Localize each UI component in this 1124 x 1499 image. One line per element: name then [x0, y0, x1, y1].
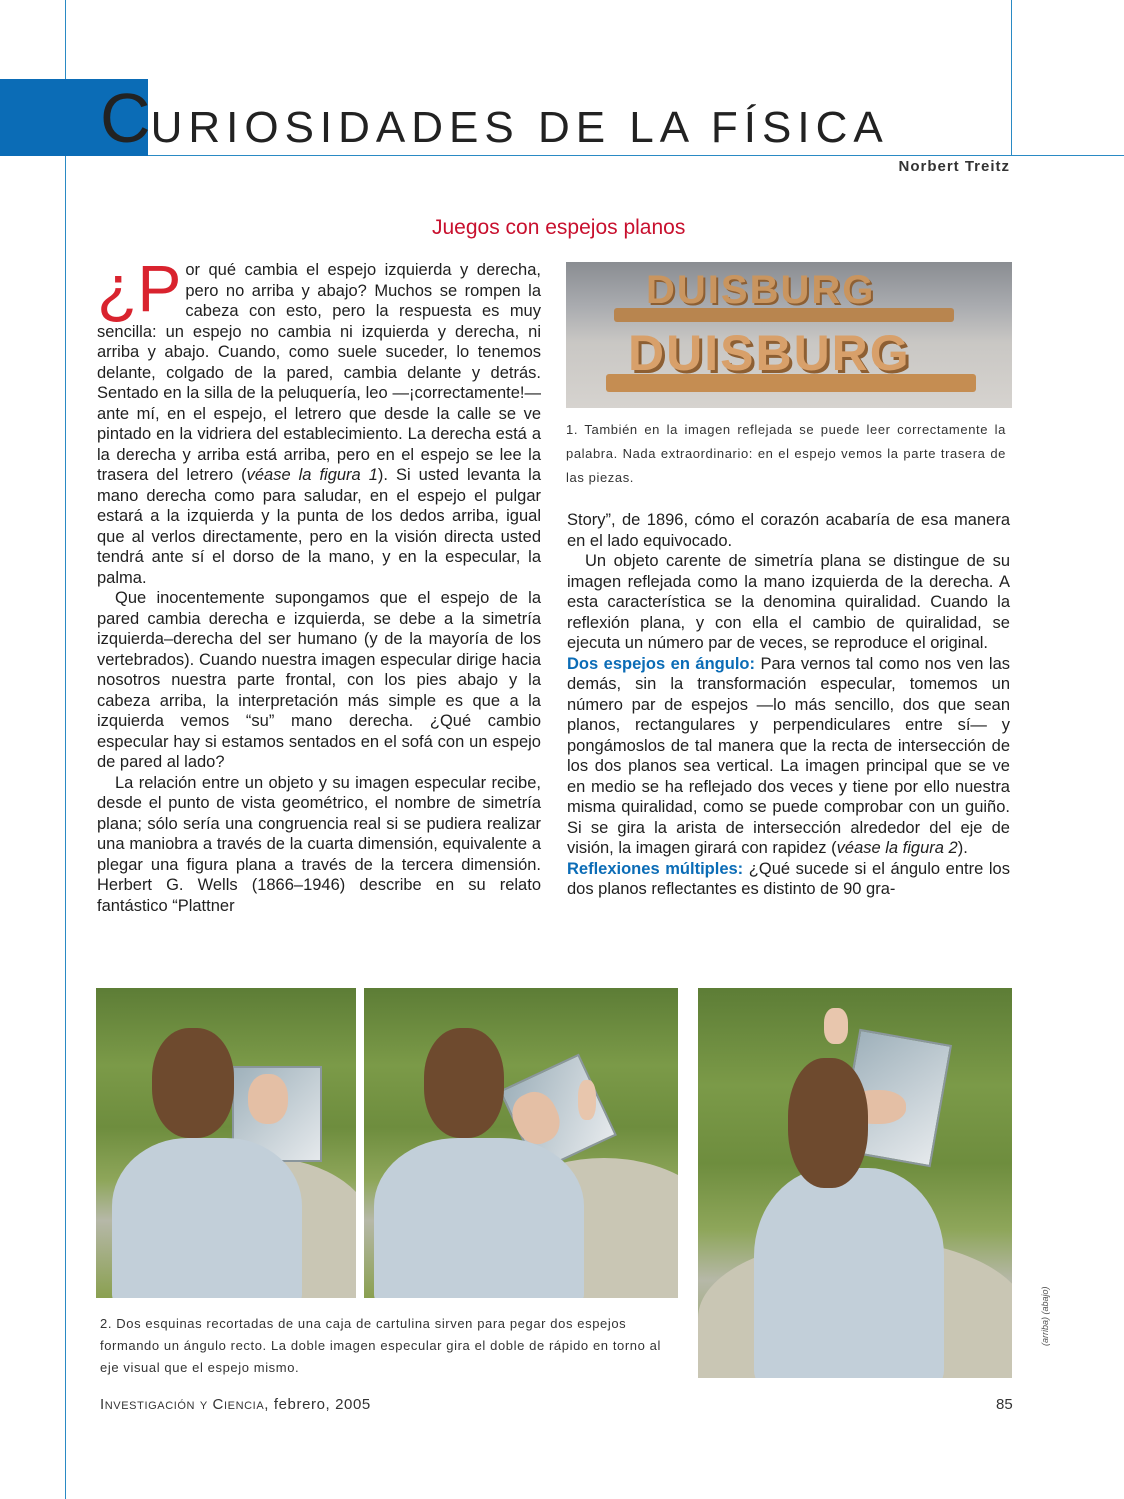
- paragraph-6: [567, 654, 1010, 859]
- photo-credit-text: [1040, 1156, 1050, 1346]
- text-column-1: [97, 251, 542, 916]
- photo-credit: [1030, 1166, 1050, 1346]
- issue-date: , febrero, 2005: [264, 1396, 371, 1413]
- hand: [578, 1080, 596, 1120]
- paragraph-3: La relación entre un objeto y su imagen especular recibe, desde el punto de vista geométrico, el nombre de simetría plana; sólo sería una congruencia real si se pudiera realizar una maniobra a través de la cuarta dimensión, equivalente a plegar una figura plana a través de la tercera dimensión. Herbert G. Wells (1866–1946) describe en su relato fantástico “Plattner: [97, 773, 541, 915]
- credit-top-note: (arriba): [1040, 1316, 1050, 1346]
- sign-bottom-letters: DUISBURG: [628, 325, 911, 381]
- paragraph-1: [97, 251, 542, 588]
- drop-cap: ¿P: [97, 251, 182, 325]
- paragraph-7: [567, 859, 1010, 900]
- figure-2-photo-2: [364, 988, 678, 1298]
- right-margin-rule: [1011, 0, 1012, 155]
- credit-bottom-note: (abajo): [1040, 1286, 1050, 1315]
- hair: [788, 1058, 868, 1188]
- figure-2-photo-3: [698, 988, 1012, 1378]
- credit-second: [1030, 1326, 1124, 1336]
- sign-top-letters: DUISBURG: [646, 268, 876, 312]
- figure-2-photo-1: [96, 988, 356, 1298]
- journal-name: Investigación y Ciencia: [100, 1396, 265, 1413]
- hair: [424, 1028, 504, 1138]
- subhead-multiple-reflections: Reflexiones múltiples:: [567, 859, 744, 878]
- sweater: [112, 1138, 302, 1298]
- author-name: Norbert Treitz: [898, 158, 1010, 175]
- reflected-face: [248, 1074, 288, 1124]
- page-number: 85: [996, 1396, 1013, 1413]
- paragraph-6-end: ).: [957, 839, 968, 857]
- paragraph-5: Un objeto carente de simetría plana se distingue de su imagen reflejada como la mano izquierda de la derecha. A esta característica se la denomina quiralidad. Cuando la reflexión plana, y con ella el cambio de quiralidad, se ejecuta un número par de veces, se reproduce el original.: [567, 552, 1010, 652]
- article-headline: Juegos con espejos planos: [432, 216, 686, 239]
- paragraph-2: Que inocentemente supongamos que el espejo de la pared cambia derecha e izquierda, se debe a la simetría izquierda–derecha del ser humano (y de la mayoría de los vertebrados). Cuando nuestra imagen especular dirige hacia nosotros nuestra parte frontal, con los pies abajo y la cabeza arriba, la interpretación más simple es que a la izquierda vemos “su” mano derecha. ¿Qué cambio especular hay si estamos sentados en el sofá con un espejo de pared al lado?: [97, 589, 541, 771]
- section-title-rest: URIOSIDADES DE LA FÍSICA: [150, 103, 889, 152]
- sweater: [754, 1168, 944, 1378]
- figure-1-caption: 1. También en la imagen reflejada se puede leer correctamente la palabra. Nada extraordinario: en el espejo vemos la parte trasera de las piezas.: [566, 422, 1006, 485]
- hair: [152, 1028, 234, 1138]
- figure-2-caption: 2. Dos esquinas recortadas de una caja de cartulina sirven para pegar dos espejos formando un ángulo recto. La doble imagen especular gira el doble de rápido en torno al eje visual que el espejo mismo.: [100, 1316, 661, 1375]
- section-title-initial: C: [100, 79, 151, 157]
- paragraph-1-text: or qué cambia el espejo izquierda y derecha, pero no arriba y abajo? Muchos se rompen la cabeza con esto, pero la respuesta es muy sencilla: un espejo no cambia ni izquierda y derecha, ni arriba y abajo. Cuando, como suele suceder, lo tenemos delante, colgado de la pared, cambia delante y detrás. Sentado en la silla de la peluquería, leo —¡correctamente!— ante mí, en el espejo, el letrero que desde la calle se ve pintado en la vidriera del establecimiento. La derecha está a la derecha y arriba está arriba, pero en el espejo se lee la trasera del letrero (: [97, 261, 541, 484]
- hand: [824, 1008, 848, 1044]
- sweater: [374, 1138, 584, 1298]
- figure-1-reference: véase la figura 1: [246, 466, 378, 484]
- paragraph-7-text: ¿Qué sucede si el ángulo entre los dos planos reflectantes es distinto de 90 gra-: [567, 859, 1010, 898]
- paragraph-4: Story”, de 1896, cómo el corazón acabaría de esa manera en el lado equivocado.: [567, 511, 1010, 550]
- left-margin-rule: [65, 0, 66, 1499]
- section-title: [100, 78, 889, 158]
- text-column-2: [567, 510, 1010, 900]
- paragraph-1-end: ). Si usted levanta la mano derecha como para saludar, en el espejo el pulgar estará a la izquierda y la punta de los dedos arriba, igual que al verlos directamente, pero en la visión directa usted tendrá ante sí el dorso de la mano, y en la especular, la palma.: [97, 466, 542, 587]
- paragraph-6-text: Para vernos tal como nos ven las demás, sin la transformación especular, tomemos un número par de espejos —lo más sencillo, dos que sean planos, rectangulares y perpendiculares entre sí— y pongámoslos de tal manera que la recta de intersección de los dos planos sea vertical. La imagen principal que se ve en medio se ha reflejado dos veces y tiene por ello nuestra misma quiralidad, como se puede comprobar con un guiño. Si se gira la arista de intersección alrededor del eje de visión, la imagen girará con rapidez (: [567, 654, 1010, 857]
- figure-1-photo: [566, 262, 1012, 408]
- subhead-two-mirrors: Dos espejos en ángulo:: [567, 654, 755, 673]
- figure-2-reference: véase la figura 2: [836, 839, 958, 857]
- footer-citation: [100, 1396, 371, 1413]
